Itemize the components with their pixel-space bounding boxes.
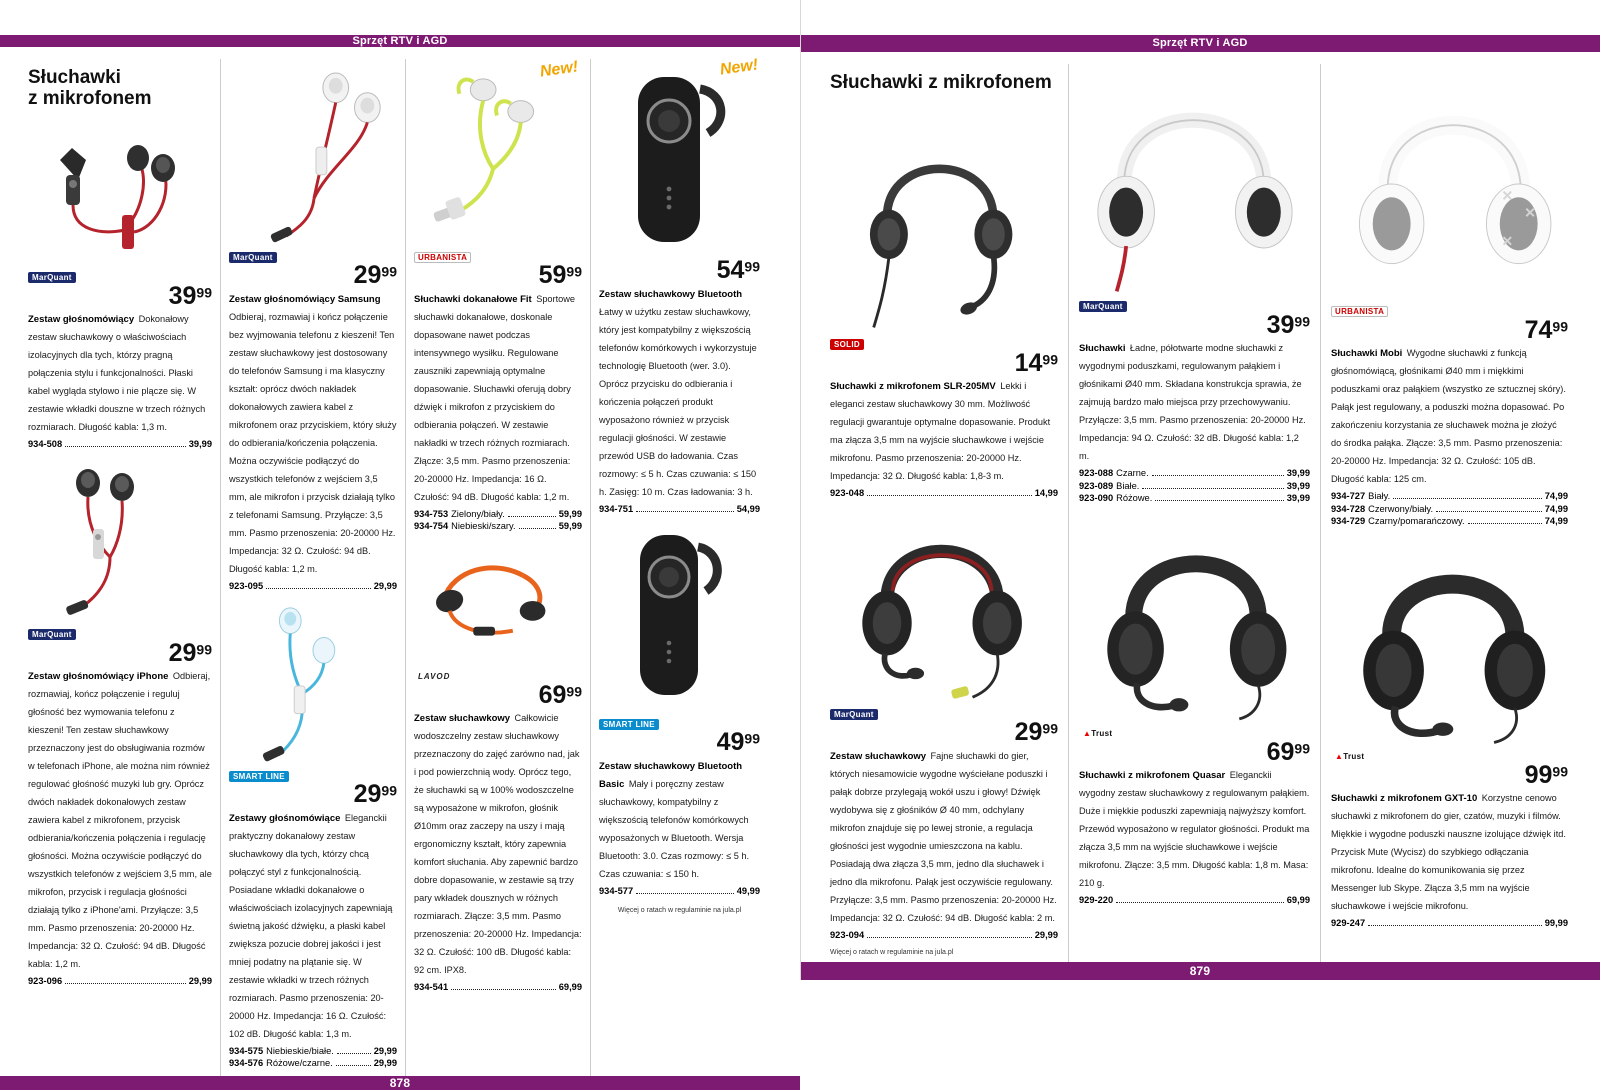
product-text	[830, 746, 1058, 926]
product-price	[28, 281, 212, 310]
product-text	[414, 289, 582, 505]
product-description: Dokonałowy zestaw słuchawkowy o właściwościach izolacyjnych dla tych, którzy pragną połączenia stylu i funkcjonalności. Płaski kabel wygląda stylowo i nie plącze się. W zestawie wkładki douszne w trzech różnych rozmiarach. Długość kabla: 1,3 m.	[28, 314, 206, 433]
dot-leader	[451, 989, 556, 990]
left-column-1	[20, 59, 220, 1076]
product-text	[1331, 343, 1568, 487]
article-number: 934-728	[1331, 503, 1366, 514]
article-variant: Zielony/biały.	[451, 508, 505, 519]
article-variant: Białe.	[1116, 480, 1140, 491]
price-decimal: 99	[566, 263, 582, 280]
code-row	[229, 1057, 397, 1070]
product-codes	[28, 438, 212, 451]
product-card[interactable]	[229, 598, 397, 1070]
dot-leader	[1142, 488, 1283, 489]
article-number: 923-094	[830, 929, 865, 940]
price-decimal: 99	[1552, 318, 1568, 335]
dot-leader	[1468, 523, 1542, 524]
article-number: 934-508	[28, 439, 63, 450]
product-price	[599, 728, 760, 757]
product-codes	[1079, 894, 1310, 907]
product-name: Zestaw słuchawkowy Bluetooth Basic	[599, 760, 743, 790]
code-row	[1079, 467, 1310, 480]
price-decimal: 99	[1042, 720, 1058, 737]
left-page-content	[0, 47, 800, 1076]
solid-logo: SOLID	[830, 339, 864, 350]
article-price: 49,99	[736, 885, 760, 896]
product-description: Odbieraj, rozmawiaj, kończ połączenie i reguluj głośność bez wymowania telefonu z kieszeni! Ten zestaw słuchawkowy przeznaczony jest do obsługiwania rozmów w telefonach iPhone, ale można nim również regulować głośność muzyki lub gry. Oprócz dwóch nakładek dokonałowych zestaw zawiera kabel z mikrofonem, przycisk odbierania/kończenia połączenia i regulację głośności. Można oczywiście podłączyć do wszystkich telefonów z wejściem 3,5 mm, ale mikrofon, przycisk i regulacja głośności działają tylko z iPhone'ami. Przyłącze: 3,5 mm. Pasmo przenoszenia: 20-20000 Hz. Impedancja: 32 Ω. Czułość: 94 dB. Długość kabla: 1,2 m.	[28, 671, 212, 970]
price-integer: 39	[1266, 310, 1295, 339]
price-integer: 29	[168, 638, 197, 667]
product-description: Sportowe słuchawki dokanałowe, doskonale dopasowane nawet podczas intensywnego wysiłku. Regulowane zauszniki zapewniają optymalne dopasowanie. Słuchawki oferują dobry dźwięk i mikrofon z przyciskiem do odbierania połączeń. W zestawie nakładki w trzech różnych rozmiarach. Złącze: 3,5 mm. Pasmo przenoszenia: 20-20000 Hz. Impedancja: 16 Ω. Czułość: 94 dB. Długość kabla: 1,2 m.	[414, 293, 576, 502]
right-columns	[820, 64, 1582, 962]
dot-leader	[65, 983, 186, 984]
product-name: Zestaw słuchawkowy	[414, 713, 511, 725]
right-footnote: Więcej o ratach w regulaminie na jula.pl	[830, 949, 954, 957]
article-number: 934-727	[1331, 491, 1366, 502]
product-description: Łatwy w użytku zestaw słuchawkowy, który jest kompatybilny z większością telefonów komórkowych i wykorzystuje technologię Bluetooth (wer. 3.0). Oprócz przycisku do odbierania i kończenia połączeń produkt wyposażono również w przycisk regulacji głośności. W zestawie przewód USB do ładowania. Czas rozmowy: ≤ 5 h. Czas czuwania: ≤ 150 h. Zasięg: 10 m. Czas ładowania: 3 h.	[599, 306, 757, 497]
right-page-title: Słuchawki z mikrofonem	[830, 71, 1052, 93]
left-column-2	[220, 59, 405, 1076]
product-image-urbanista-mobi	[1331, 64, 1568, 304]
trust-wordmark: Trust	[1091, 729, 1113, 739]
price-integer: 74	[1524, 315, 1553, 344]
product-codes	[414, 508, 582, 533]
price-integer: 69	[1266, 737, 1295, 766]
product-image-lavod-waterproof	[414, 539, 582, 669]
left-page-header	[0, 35, 800, 47]
page-title	[28, 67, 212, 110]
product-codes	[229, 1045, 397, 1070]
article-variant: Niebieski/szary.	[451, 521, 516, 532]
product-card[interactable]	[830, 506, 1058, 956]
product-price	[830, 348, 1058, 377]
product-codes	[414, 981, 582, 994]
article-number: 923-089	[1079, 480, 1114, 491]
article-number: 934-541	[414, 982, 449, 993]
price-integer: 54	[716, 256, 745, 284]
product-description: Lekki i eleganci zestaw słuchawkowy 30 mm. Możliwość regulacji gwarantuje optymalne dopasowanie. Produkt ma złącza 3,5 mm na wyjście słuchawkowe i wejście mikrofonu. Pasmo przenoszenia: 20-20000 Hz. Impedancja: 32 Ω. Długość kabla: 1,8-3 m.	[830, 381, 1051, 482]
right-page-content	[800, 52, 1600, 962]
article-price: 69,99	[1286, 895, 1310, 906]
article-number: 934-729	[1331, 516, 1366, 527]
dot-leader	[337, 1053, 371, 1054]
article-number: 934-576	[229, 1058, 264, 1069]
page-title-line1: Słuchawki	[28, 67, 121, 88]
product-image-smartline-earphones	[229, 598, 397, 768]
article-number: 934-575	[229, 1045, 264, 1056]
product-name: Słuchawki z mikrofonem Quasar	[1079, 770, 1226, 782]
code-row	[1331, 515, 1568, 528]
code-row	[1331, 917, 1568, 930]
product-price	[229, 780, 397, 809]
marquant-logo: MarQuant	[830, 709, 878, 720]
article-variant: Czarne.	[1116, 468, 1149, 479]
product-name: Zestaw słuchawkowy	[830, 750, 927, 762]
product-text	[599, 756, 760, 882]
dot-leader	[1436, 511, 1542, 512]
product-name: Słuchawki Mobi	[1331, 348, 1403, 360]
code-row	[28, 975, 212, 988]
article-price: 39,99	[1286, 493, 1310, 504]
product-codes	[229, 580, 397, 593]
code-row	[414, 981, 582, 994]
article-price: 74,99	[1544, 503, 1568, 514]
code-row	[414, 520, 582, 533]
product-card[interactable]	[28, 457, 212, 988]
dot-leader	[867, 937, 1032, 938]
product-codes	[28, 975, 212, 988]
article-number: 934-577	[599, 885, 634, 896]
product-name: Słuchawki z mikrofonem GXT-10	[1331, 793, 1478, 805]
product-description: Eleganckii wygodny zestaw słuchawkowy z regulowanym pałąkiem. Duże i miękkie poduszki zapewniają najwyższy komfort. Przewód wyposażono w regulator głośności. Produkt ma złącza 3,5 mm na wyjście słuchawkowe i wejście mikrofonu. Złącze: 3,5 mm. Długość kabla: 1,8 m. Masa: 210 g.	[1079, 770, 1310, 889]
product-description: Eleganckii praktyczny dokanałowy zestaw słuchawkowy dla tych, którzy chcą połączyć styl z funkcjonalnością. Posiadane wkładki dokanałowe o właściwościach izolacyjnych zapewniają świetną jakość dźwięku, a płaski kabel zwiększa pozucie dobrej jakości i jest mniej podatny na plątanie się. W zestawie wkładki w trzech różnych rozmiarach. Pasmo przenoszenia: 20-20000 Hz. Impedancja: 16 Ω. Czułość: 102 dB. Długość kabla: 1,3 m.	[229, 812, 393, 1039]
smartline-logo: SMART LINE	[599, 719, 659, 730]
product-name: Zestaw głośnomówiący iPhone	[28, 671, 169, 683]
code-row	[1331, 490, 1568, 503]
article-number: 923-096	[28, 976, 63, 987]
product-text	[28, 666, 212, 972]
price-integer: 29	[353, 261, 382, 289]
article-price: 74,99	[1544, 516, 1568, 527]
article-price: 29,99	[373, 1045, 397, 1056]
product-text	[28, 309, 212, 435]
article-price: 29,99	[373, 580, 397, 591]
marquant-logo: MarQuant	[28, 629, 76, 640]
product-name: Zestaw słuchawkowy Bluetooth	[599, 288, 743, 300]
product-card[interactable]	[1331, 64, 1568, 528]
article-price: 59,99	[558, 508, 582, 519]
article-number: 929-220	[1079, 895, 1114, 906]
dot-leader	[65, 446, 186, 447]
price-integer: 59	[538, 261, 567, 289]
price-integer: 69	[538, 680, 567, 709]
product-name: Zestaw głośnomówiący Samsung	[229, 293, 381, 305]
product-text	[830, 376, 1058, 484]
product-codes	[1331, 917, 1568, 930]
price-integer: 29	[1014, 718, 1043, 747]
product-image-slr205mv	[830, 107, 1058, 337]
article-number: 923-088	[1079, 468, 1114, 479]
article-number: 923-048	[830, 488, 865, 499]
product-description: Korzystne cenowo słuchawki z mikrofonem do gier, czatów, muzyki i filmów. Miękkie i wygodne poduszki nauszne izolujące dźwięk itd. Przycisk Mute (Wycisz) do szybkiego odłączania mikrofonu. Idealne do komunikowania się przez Messenger lub Skype. Złącza 3,5 mm na wyjście słuchawkowe i wejście mikrofonu.	[1331, 793, 1566, 912]
code-row	[229, 1045, 397, 1058]
code-row	[414, 508, 582, 521]
right-page	[800, 0, 1600, 980]
product-price	[414, 680, 582, 709]
product-card[interactable]	[414, 539, 582, 994]
product-card[interactable]	[830, 107, 1058, 500]
trust-logo	[1331, 751, 1368, 762]
product-image-white-headphones	[1079, 64, 1310, 299]
product-price	[1331, 760, 1568, 789]
article-price: 29,99	[188, 976, 212, 987]
product-card[interactable]	[414, 59, 582, 533]
code-row	[229, 580, 397, 593]
dot-leader	[519, 528, 556, 529]
dot-leader	[636, 893, 734, 894]
price-decimal: 99	[381, 263, 397, 280]
dot-leader	[1368, 925, 1542, 926]
product-text	[599, 284, 760, 500]
product-description: Odbieraj, rozmawiaj i kończ połączenie bez wyjmowania telefonu z kieszeni! Ten zestaw słuchawkowy jest dostosowany do telefonów Samsung i ma klasyczny kształt: oprócz dwóch nakładek dokonałowych zawiera kabel z mikrofonem oraz przyciskiem, który służy do odbierania/kończenia połączenia. Można oczywiście podłączyć do wszystkich telefonów z wejściem 3,5 mm, ale mikrofon i przycisk działają tylko z telefonami Samsung. Przyłącze: 3,5 mm. Pasmo przenoszenia: 20-20000 Hz. Impedancja: 32 Ω. Czułość: 94 dB. Długość kabla: 1,2 m.	[229, 311, 397, 574]
price-integer: 49	[716, 728, 745, 757]
product-price	[229, 261, 397, 289]
product-codes	[830, 487, 1058, 500]
article-price: 14,99	[1034, 488, 1058, 499]
price-decimal: 99	[1552, 763, 1568, 780]
right-page-footer	[800, 962, 1600, 980]
product-description: Mały i poręczny zestaw słuchawkowy, kompatybilny z większością telefonów komórkowych wyposażonych w Bluetooth. Wersja Bluetooth: 3.0. Czas rozmowy: ≤ 5 h. Czas czuwania: ≤ 150 h.	[599, 778, 750, 879]
trust-wordmark: Trust	[1343, 752, 1365, 762]
article-price: 59,99	[558, 521, 582, 532]
article-number: 929-247	[1331, 918, 1366, 929]
code-row	[1079, 492, 1310, 505]
code-row	[28, 438, 212, 451]
product-name: Słuchawki	[1079, 343, 1126, 355]
product-description: Całkowicie wodoszczelny zestaw słuchawkowy przeznaczony do zajęć zarówno nad, jak i pod powierzchnią wody. Oprócz tego, że słuchawki są w 100% wodoszczelne są wyposażone w mikrofon, głośnik Ø10mm oraz zaczepy na uszy i mają ergonomiczny kształt, który zapewnia komfort słuchania. Aby zapewnić bardzo dobre dopasowanie, w zestawie są trzy pary wkładek dousznych w różnych rozmiarach. Złącze: 3,5 mm. Pasmo przenoszenia: 20-20000 Hz. Impedancja: 32 Ω. Czułość: 100 dB. Długość kabla: 92 cm. IPX8.	[414, 713, 582, 976]
left-column-4	[590, 56, 768, 1076]
urbanista-logo: URBANISTA	[1331, 306, 1388, 317]
product-name: Słuchawki z mikrofonem SLR-205MV	[830, 381, 996, 393]
dot-leader	[266, 588, 371, 589]
dot-leader	[1116, 902, 1284, 903]
price-integer: 99	[1524, 760, 1553, 789]
right-header-label: Sprzęt RTV i AGD	[1152, 37, 1248, 50]
marquant-logo: MarQuant	[28, 272, 76, 283]
article-price: 29,99	[373, 1058, 397, 1069]
article-price: 39,99	[1286, 480, 1310, 491]
product-price	[28, 638, 212, 667]
product-description: Wygodne słuchawki z funkcją głośnomówiącą, głośnikami Ø40 mm i miękkimi poduszkami oraz pałąkiem (wszystko ze sztucznej skóry). Pałąk jest regulowany, a poduszki można dopasować. Po zakończeniu korzystania ze słuchawek można je złożyć do środka pałąka. Złącze: 3,5 mm. Pasmo przenoszenia: 20-20000 Hz. Impedancja: 32 Ω. Czułość: 105 dB. Długość kabla: 125 cm.	[1331, 348, 1566, 485]
product-image-trust-gxt10	[1331, 534, 1568, 749]
article-number: 934-754	[414, 521, 449, 532]
right-column-1	[820, 64, 1068, 962]
price-decimal: 99	[1294, 313, 1310, 330]
right-column-3	[1320, 64, 1578, 962]
price-decimal: 99	[566, 683, 582, 700]
code-row	[1331, 503, 1568, 516]
product-card[interactable]	[1079, 511, 1310, 907]
article-price: 54,99	[736, 503, 760, 514]
product-text	[1079, 338, 1310, 464]
product-image-trust-quasar	[1079, 511, 1310, 726]
price-decimal: 99	[1294, 740, 1310, 757]
left-page-number: 878	[389, 1075, 411, 1090]
article-variant: Niebieskie/białe.	[266, 1045, 334, 1056]
product-text	[1079, 765, 1310, 891]
right-page-header	[800, 35, 1600, 52]
product-image-earphones-red	[28, 120, 212, 270]
product-codes	[599, 503, 760, 516]
product-price	[1079, 310, 1310, 339]
product-codes	[830, 929, 1058, 942]
product-image-gaming-headset	[830, 506, 1058, 706]
product-image-iphone-earphones	[28, 457, 212, 627]
product-name: Zestawy głośnomówiące	[229, 812, 341, 824]
product-name: Zestaw głośnomówiący	[28, 314, 135, 326]
product-price	[414, 261, 582, 289]
product-price	[599, 256, 760, 284]
article-number: 923-090	[1079, 493, 1114, 504]
price-integer: 29	[353, 780, 382, 809]
product-name: Słuchawki dokanałowe Fit	[414, 293, 532, 305]
marquant-logo: MarQuant	[1079, 301, 1127, 312]
product-text	[1331, 788, 1568, 914]
article-price: 99,99	[1544, 918, 1568, 929]
product-card[interactable]	[599, 56, 760, 515]
code-row	[599, 885, 760, 898]
article-variant: Różowe/czarne.	[266, 1058, 333, 1069]
trust-logo	[1079, 728, 1116, 739]
trust-triangle-icon: ▲	[1335, 752, 1344, 762]
price-decimal: 99	[381, 782, 397, 799]
article-number: 934-751	[599, 503, 634, 514]
product-price	[830, 718, 1058, 747]
left-header-label: Sprzęt RTV i AGD	[352, 35, 448, 47]
right-page-number: 879	[1189, 964, 1211, 979]
dot-leader	[1155, 500, 1283, 501]
product-codes	[599, 885, 760, 898]
price-decimal: 99	[1042, 351, 1058, 368]
price-decimal: 99	[196, 284, 212, 301]
product-text	[414, 708, 582, 978]
code-row	[830, 929, 1058, 942]
article-variant: Czarny/pomarańczowy.	[1368, 516, 1465, 527]
new-badge: New!	[538, 58, 579, 81]
product-card[interactable]	[1079, 64, 1310, 505]
page-gutter	[800, 0, 801, 980]
product-image-urbanista-fit	[414, 59, 582, 249]
left-footnote: Więcej o ratach w regulaminie na jula.pl	[617, 907, 742, 915]
article-price: 39,99	[188, 439, 212, 450]
code-row	[830, 487, 1058, 500]
article-variant: Różowe.	[1116, 493, 1153, 504]
article-price: 39,99	[1286, 468, 1310, 479]
trust-triangle-icon: ▲	[1083, 729, 1092, 739]
article-variant: Biały.	[1368, 491, 1391, 502]
price-integer: 14	[1014, 348, 1043, 377]
article-price: 29,99	[1034, 929, 1058, 940]
price-decimal: 99	[744, 730, 760, 747]
product-card[interactable]	[28, 120, 212, 451]
left-column-3	[405, 59, 590, 1076]
code-row	[1079, 480, 1310, 493]
page-title-line2: z mikrofonem	[28, 88, 152, 110]
dot-leader	[336, 1065, 371, 1066]
article-number: 923-095	[229, 580, 264, 591]
product-codes	[1079, 467, 1310, 505]
product-card[interactable]	[229, 59, 397, 592]
product-image-bt-headset	[599, 56, 760, 259]
dot-leader	[636, 511, 734, 512]
product-card[interactable]	[1331, 534, 1568, 930]
code-row	[599, 503, 760, 516]
product-card[interactable]	[599, 521, 760, 914]
article-number: 934-753	[414, 508, 449, 519]
article-price: 69,99	[558, 982, 582, 993]
product-description: Fajne słuchawki do gier, których niesamowicie wygodne wyściełane poduszki i pałąk dobrze przylegają wokół uszu i głowy! Dźwięk wydobywa się z głośników Ø 40 mm, odchylany mikrofon znajduje się po lewej stronie, a regulacja głośności jest wygodnie umieszczona na kablu. Posiadają dwa złącza 3,5 mm, jedno dla słuchawek i jedno dla mikrofonu. Pałąk jest oczywiście regulowany. Przyłącze: 3,5 mm. Pasmo przenoszenia: 20-20000 Hz. Impedancja: 32 Ω. Czułość: 94 dB. Długość kabla: 2 m.	[830, 750, 1057, 923]
dot-leader	[508, 516, 556, 517]
dot-leader	[867, 495, 1032, 496]
new-badge: New!	[718, 56, 759, 79]
product-description: Ładne, półotwarte modne słuchawki z wygodnymi poduszkami, regulowanym pałąkiem i głośnikami Ø40 mm. Składana konstrukcja sprawia, że zajmują bardzo mało miejsca przy przechowywaniu. Przyłącze: 3,5 mm. Pasmo przenoszenia: 20-20000 Hz. Impedancja: 94 Ω. Czułość: 32 dB. Długość kabla: 1,2 m.	[1079, 343, 1306, 462]
dot-leader	[1393, 498, 1542, 499]
product-image-bt-headset-basic	[599, 521, 760, 716]
product-price	[1079, 737, 1310, 766]
product-text	[229, 289, 397, 577]
urbanista-logo: URBANISTA	[414, 252, 471, 263]
right-column-2	[1068, 64, 1320, 962]
article-variant: Czerwony/biały.	[1368, 503, 1434, 514]
marquant-logo: MarQuant	[229, 252, 277, 263]
article-price: 74,99	[1544, 491, 1568, 502]
price-decimal: 99	[744, 258, 760, 275]
code-row	[1079, 894, 1310, 907]
product-image-samsung-earphones	[229, 59, 397, 249]
dot-leader	[1152, 475, 1284, 476]
product-text	[229, 808, 397, 1042]
lavod-logo: LAVOD	[414, 671, 454, 682]
price-integer: 39	[168, 281, 197, 310]
left-page-footer	[0, 1076, 800, 1090]
smartline-logo: SMART LINE	[229, 771, 289, 782]
price-decimal: 99	[196, 641, 212, 658]
left-columns	[20, 56, 782, 1076]
product-price	[1331, 315, 1568, 344]
product-codes	[1331, 490, 1568, 528]
